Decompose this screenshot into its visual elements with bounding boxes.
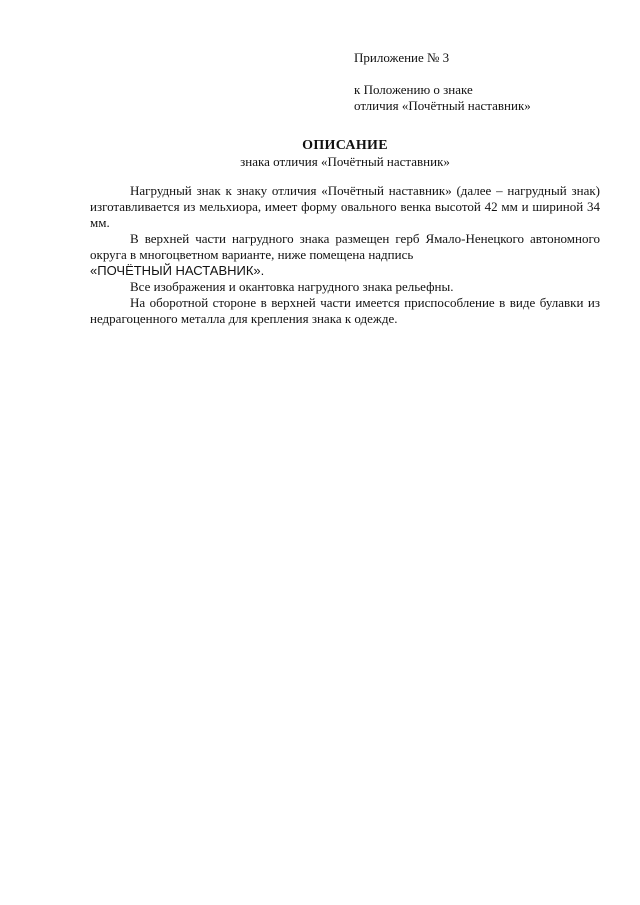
- paragraph-reverse: На оборотной стороне в верхней части имеется приспособление в виде булавки из недрагоценного металла для крепления знака к одежде.: [90, 295, 600, 326]
- paragraph-material: Нагрудный знак к знаку отличия «Почётный наставник» (далее – нагрудный знак) изготавливается из мельхиора, имеет форму овального венка высотой 42 мм и шириной 34 мм.: [90, 183, 600, 230]
- annex-reference: к Положению о знаке: [354, 82, 473, 97]
- inscription-text: «ПОЧЁТНЫЙ НАСТАВНИК».: [90, 263, 265, 278]
- annex-reference-cont: отличия «Почётный наставник»: [354, 98, 531, 113]
- document-heading: [90, 137, 600, 170]
- document-title: ОПИСАНИЕ: [302, 138, 388, 153]
- document-body: [90, 183, 600, 327]
- paragraph-relief: Все изображения и окантовка нагрудного знака рельефны.: [130, 279, 454, 294]
- paragraph-emblem: В верхней части нагрудного знака размещен герб Ямало-Ненецкого автономного округа в многоцветном варианте, ниже помещена надпись «ПОЧЁТНЫЙ НАСТАВНИК».: [90, 231, 600, 279]
- annex-header: [354, 50, 604, 114]
- document-subtitle: знака отличия «Почётный наставник»: [240, 154, 450, 169]
- annex-number: Приложение № 3: [354, 50, 450, 65]
